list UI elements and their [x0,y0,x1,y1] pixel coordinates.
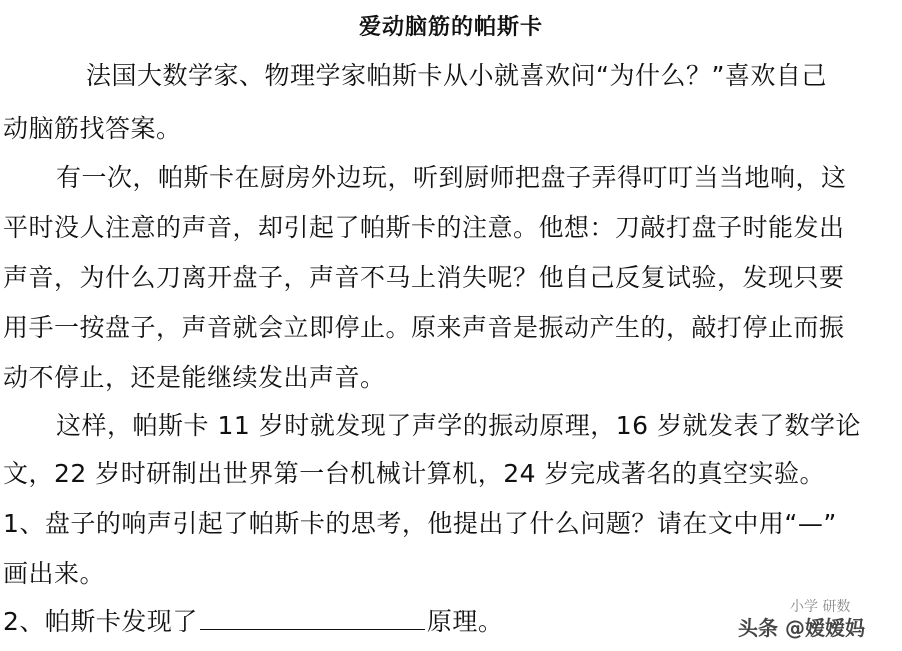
paragraph-3-line-2: 文，22 岁时研制出世界第一台机械计算机，24 岁完成著名的真空实验。 [3,459,826,488]
question-2 [3,606,503,638]
paragraph-2-line-3: 声音，为什么刀离开盘子，声音不马上消失呢？他自己反复试验，发现只要 [3,263,845,292]
question-2-suffix: 原理。 [426,607,504,636]
watermark-main-text: 头条 @嫒嫒妈 [738,616,865,640]
document-title: 爱动脑筋的帕斯卡 [358,15,543,40]
question-2-prefix: 2、帕斯卡发现了 [3,607,198,636]
question-1-line-2: 画出来。 [3,559,106,588]
question-1-line-1: 1、盘子的响声引起了帕斯卡的思考，他提出了什么问题？请在文中用“—” [3,509,837,538]
paragraph-1-line-1: 法国大数学家、物理学家帕斯卡从小就喜欢问“为什么？”喜欢自己 [86,61,827,90]
paragraph-1-line-2: 动脑筋找答案。 [3,114,182,143]
watermark-top-text: 小学 研数 [790,599,851,615]
paragraph-2-line-2: 平时没人注意的声音，却引起了帕斯卡的注意。他想：刀敲打盘子时能发出 [3,213,845,242]
paragraph-2-line-4: 用手一按盘子，声音就会立即停止。原来声音是振动产生的，敲打停止而振 [3,313,845,342]
paragraph-3-line-1: 这样，帕斯卡 11 岁时就发现了声学的振动原理，16 岁就发表了数学论 [56,411,861,440]
paragraph-2-line-1: 有一次，帕斯卡在厨房外边玩，听到厨师把盘子弄得叮叮当当地响，这 [56,163,847,192]
watermark [738,598,898,642]
answer-blank [200,607,425,630]
paragraph-2-line-5: 动不停止，还是能继续发出声音。 [3,363,386,392]
